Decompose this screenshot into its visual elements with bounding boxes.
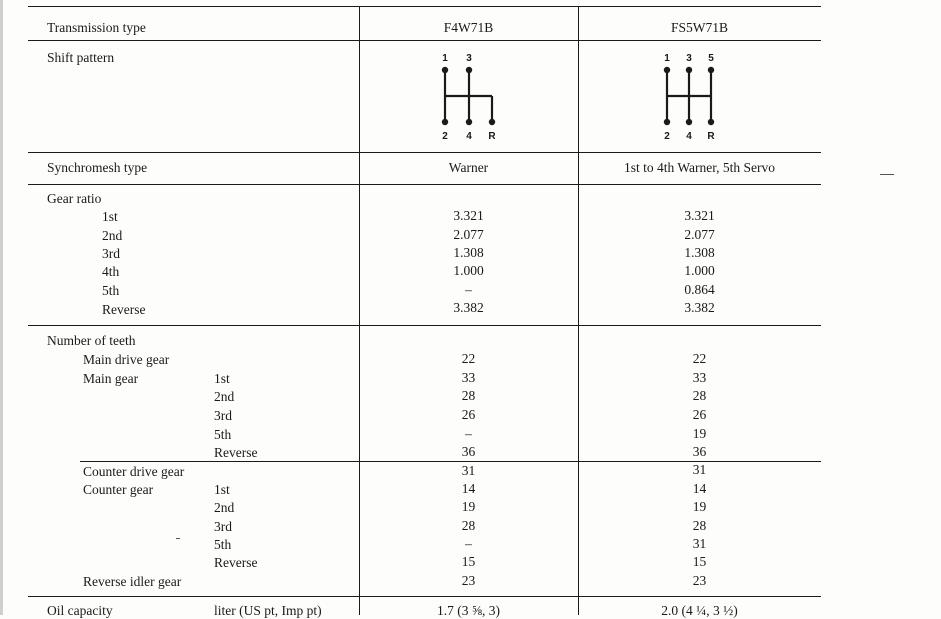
oil-capacity-label: Oil capacity	[47, 603, 113, 618]
ratio-row-label: Reverse	[102, 302, 146, 317]
f4-bottom-2: 4	[466, 131, 472, 142]
reverse-idler-gear-col2: 23	[692, 573, 707, 588]
counter-drive-gear-label: Counter drive gear	[83, 464, 185, 479]
oil-capacity-unit: liter (US pt, Imp pt)	[214, 603, 322, 618]
counter-gear-row-col2: 28	[692, 518, 707, 533]
main-gear-row-col2: 28	[692, 388, 707, 403]
main-gear-label: Main gear	[83, 371, 139, 386]
rule-ratio	[28, 325, 821, 326]
teeth-label: Number of teeth	[47, 333, 136, 348]
ratio-row-col2: 1.308	[684, 245, 715, 260]
f4w71b-shift-diagram	[436, 50, 498, 145]
header-col2: FS5W71B	[670, 20, 728, 35]
counter-gear-row-label: Reverse	[214, 555, 258, 570]
counter-gear-row-col1: 15	[461, 554, 476, 569]
counter-gear-row-col2: 31	[692, 536, 707, 551]
f4-top-1: 1	[442, 53, 448, 64]
reverse-idler-gear-col1: 23	[461, 573, 476, 588]
ratio-row-col2: 1.000	[684, 263, 715, 278]
ratio-row-col2: 3.382	[684, 300, 715, 315]
f4-bottom-1: 2	[442, 131, 448, 142]
counter-gear-row-label: 5th	[214, 537, 232, 552]
counter-gear-row-col2: 19	[692, 499, 707, 514]
ratio-row-col1: 2.077	[453, 227, 484, 242]
fs5-top-2: 3	[686, 53, 692, 64]
header-label: Transmission type	[47, 20, 146, 35]
gear-ratio-label: Gear ratio	[47, 191, 102, 206]
ratio-row-col2: 2.077	[684, 227, 715, 242]
main-gear-row-col2: 26	[692, 407, 707, 422]
ratio-row-label: 1st	[102, 209, 118, 224]
fs5-bottom-1: 2	[664, 131, 670, 142]
counter-drive-gear-col2: 31	[692, 462, 707, 477]
counter-gear-row-col1: –	[465, 536, 472, 551]
main-gear-row-col2: 19	[692, 426, 707, 441]
rule-shift	[28, 152, 821, 153]
counter-gear-row-col1: 28	[461, 518, 476, 533]
ratio-row-label: 2nd	[102, 228, 123, 243]
rule-synchro	[28, 184, 821, 185]
fs5-bottom-2: 4	[686, 131, 692, 142]
main-gear-row-label: 2nd	[214, 389, 235, 404]
counter-gear-row-label: 3rd	[214, 519, 232, 534]
f4-bottom-3: R	[488, 131, 496, 142]
f4-top-2: 3	[466, 53, 472, 64]
fs5-bottom-3: R	[707, 131, 715, 142]
counter-gear-row-col1: 19	[461, 499, 476, 514]
scan-mark	[880, 174, 894, 175]
counter-gear-row-label: 1st	[214, 482, 230, 497]
reverse-idler-gear-label: Reverse idler gear	[83, 574, 182, 589]
oil-capacity-col2: 2.0 (4 ¼, 3 ½)	[661, 603, 738, 618]
main-gear-row-col1: 26	[461, 407, 476, 422]
main-gear-row-col1: –	[465, 426, 472, 441]
rule-header	[28, 40, 821, 41]
counter-gear-row-col2: 14	[692, 481, 707, 496]
page-left-edge	[0, 0, 3, 615]
main-gear-row-col1: 33	[461, 370, 476, 385]
fs5-top-3: 5	[708, 53, 714, 64]
main-gear-row-col1: 36	[461, 444, 476, 459]
ratio-row-col1: –	[465, 282, 472, 297]
synchromesh-col2: 1st to 4th Warner, 5th Servo	[623, 160, 776, 175]
main-drive-gear-col1: 22	[461, 351, 476, 366]
counter-drive-gear-col1: 31	[461, 463, 476, 478]
main-gear-row-col2: 36	[692, 444, 707, 459]
ratio-row-col2: 0.864	[684, 282, 715, 297]
counter-gear-label: Counter gear	[83, 482, 154, 497]
rule-top	[28, 6, 821, 7]
scan-mark	[176, 538, 180, 539]
synchromesh-col1: Warner	[448, 160, 489, 175]
main-gear-row-label: 5th	[214, 427, 232, 442]
oil-capacity-col1: 1.7 (3 ⅝, 3)	[437, 603, 500, 618]
main-gear-row-label: 3rd	[214, 408, 232, 423]
ratio-row-col1: 1.308	[453, 245, 484, 260]
main-gear-row-label: Reverse	[214, 445, 258, 460]
synchromesh-label: Synchromesh type	[47, 160, 148, 175]
main-drive-gear-col2: 22	[692, 351, 707, 366]
main-gear-row-label: 1st	[214, 371, 230, 386]
ratio-row-label: 3rd	[102, 246, 120, 261]
fs5-top-1: 1	[664, 53, 670, 64]
counter-gear-row-col2: 15	[692, 554, 707, 569]
ratio-row-col2: 3.321	[684, 208, 715, 223]
main-gear-row-col1: 28	[461, 388, 476, 403]
header-col1: F4W71B	[443, 20, 494, 35]
ratio-row-label: 4th	[102, 264, 120, 279]
counter-gear-row-label: 2nd	[214, 500, 235, 515]
fs5w71b-shift-diagram	[658, 50, 720, 145]
counter-gear-row-col1: 14	[461, 481, 476, 496]
ratio-row-label: 5th	[102, 283, 120, 298]
main-gear-row-col2: 33	[692, 370, 707, 385]
ratio-row-col1: 1.000	[453, 263, 484, 278]
main-drive-gear-label: Main drive gear	[83, 352, 170, 367]
ratio-row-col1: 3.382	[453, 300, 484, 315]
ratio-row-col1: 3.321	[453, 208, 484, 223]
rule-teeth	[28, 596, 821, 597]
shift-pattern-label: Shift pattern	[47, 50, 115, 65]
